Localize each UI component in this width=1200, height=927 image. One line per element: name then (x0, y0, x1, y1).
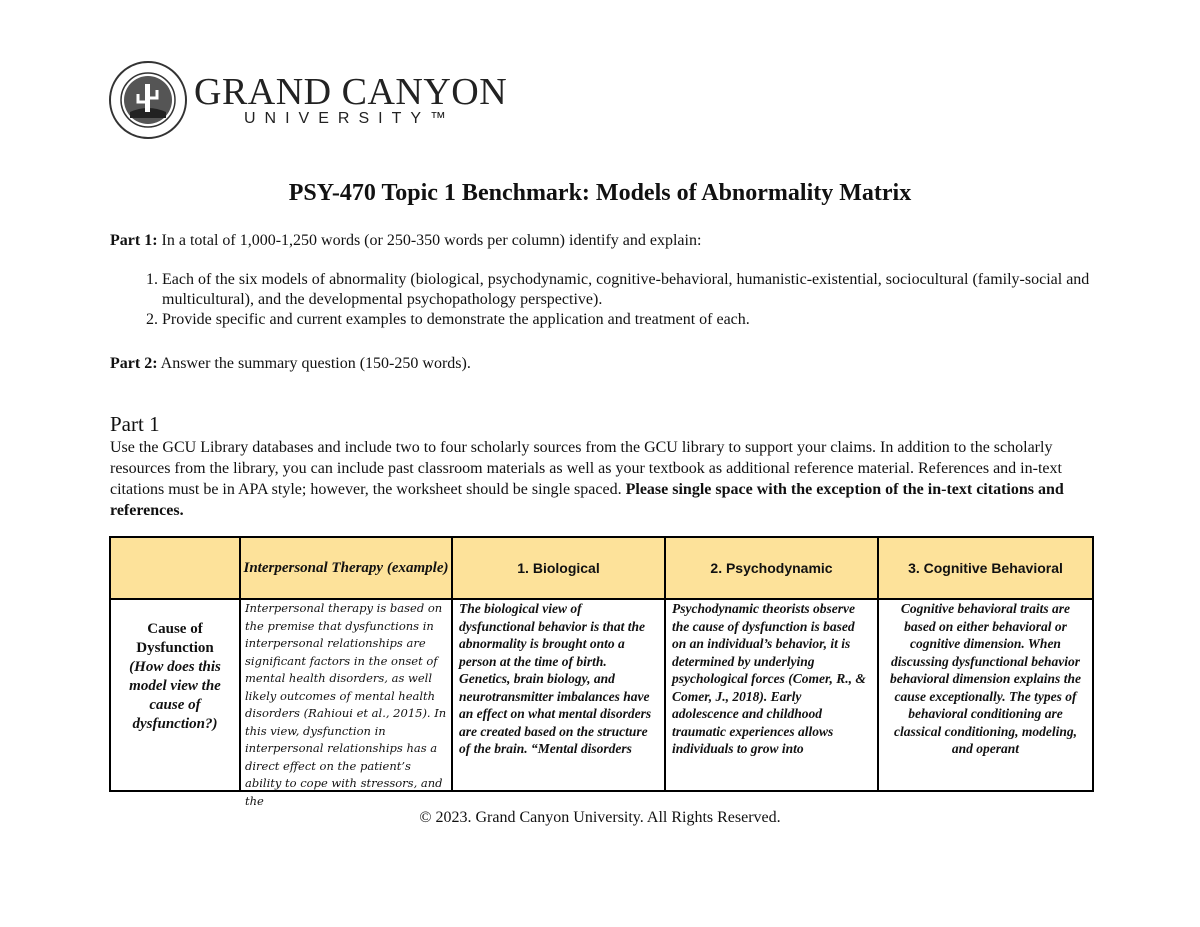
cell-psychodynamic[interactable] (665, 599, 878, 791)
row-label-question: (How does this model view the cause of dysfunction?) (129, 659, 221, 732)
part1-label: Part 1: (110, 232, 158, 249)
part1-instructions (110, 231, 701, 251)
header-cell-biological: 1. Biological (452, 537, 665, 599)
part2-instructions (110, 354, 471, 374)
cell-psychodynamic-text: Psychodynamic theorists observe the cause of dysfunction is based on an individual’s behavior, it is determined by underlying psychological forces (Comer, R., & Comer, J., 2018). Early adolescence and childhood traumatic experiences allows individuals to grow into (672, 601, 866, 756)
cell-biological[interactable] (452, 599, 665, 791)
paragraph-bold-note: Please single space with the exception of the in-text citations and references. (110, 481, 1064, 519)
header-cell-example: Interpersonal Therapy (example) (240, 537, 452, 599)
university-seal-icon (108, 60, 188, 140)
document-title: PSY-470 Topic 1 Benchmark: Models of Abnormality Matrix (288, 180, 912, 206)
part2-instructions-text: Answer the summary question (150-250 words). (157, 355, 471, 372)
logo-wordmark-top: GRAND CANYON (194, 71, 508, 113)
row-label-main: Cause of Dysfunction (136, 621, 214, 656)
header-cell-psychodynamic: 2. Psychodynamic (665, 537, 878, 599)
table-row (110, 599, 1093, 791)
logo-wordmark-bottom: UNIVERSITY™ (244, 110, 456, 127)
requirements-list (110, 270, 1142, 330)
list-item: 1. Each of the six models of abnormality (biological, psychodynamic, cognitive-behavioral, humanistic-existential, sociocultural (family-social and multicultural), and the developmental psychopathology perspective). (162, 270, 1142, 310)
abnormality-matrix-table (109, 536, 1094, 808)
part1-instructions-text: In a total of 1,000-1,250 words (or 250-350 words per column) identify and explain: (157, 232, 702, 249)
cell-example[interactable] (240, 599, 452, 808)
instructions-paragraph (110, 437, 1094, 521)
row-label-cell (110, 599, 240, 791)
header-cell-empty (110, 537, 240, 599)
header-cell-cognitive-behavioral: 3. Cognitive Behavioral (878, 537, 1093, 599)
cell-biological-text: The biological view of dysfunctional behavior is that the abnormality is brought onto a person at the time of birth. Genetics, brain biology, and neurotransmitter imbalances have an effect on what mental disorders are created based on the structure of the brain. “Mental disorders (459, 601, 652, 756)
paragraph-text: Use the GCU Library databases and include two to four scholarly sources from the GCU library to support your claims. In addition to the scholarly resources from the library, you can include past classroom materials as well as your textbook as additional reference material. References and in-text citations must be in APA style; however, the worksheet should be single spaced. (110, 439, 1062, 498)
university-logo (108, 60, 507, 140)
list-item: 2. Provide specific and current examples to demonstrate the application and treatment of each. (162, 310, 1142, 330)
cell-cognitive-behavioral-text: Cognitive behavioral traits are based on either behavioral or cognitive dimension. When discussing dysfunctional behavior behavioral dimension explains the cause exceptionally. The types of behavioral conditioning are classical conditioning, modeling, and operant (890, 601, 1081, 756)
copyright-footer: © 2023. Grand Canyon University. All Rights Reserved. (419, 809, 781, 826)
table-header-row (110, 537, 1093, 599)
cell-cognitive-behavioral[interactable] (878, 599, 1093, 791)
section-heading: Part 1 (110, 412, 160, 436)
cell-example-text: Interpersonal therapy is based on the premise that dysfunctions in interpersonal relationships are significant factors in the onset of mental health disorders, as well likely outcomes of mental health disorders (Rahioui et al., 2015). In this view, dysfunction in interpersonal relationships has a direct effect on the patient’s ability to cope with stressors, and the (245, 601, 447, 808)
part2-label: Part 2: (110, 355, 158, 372)
